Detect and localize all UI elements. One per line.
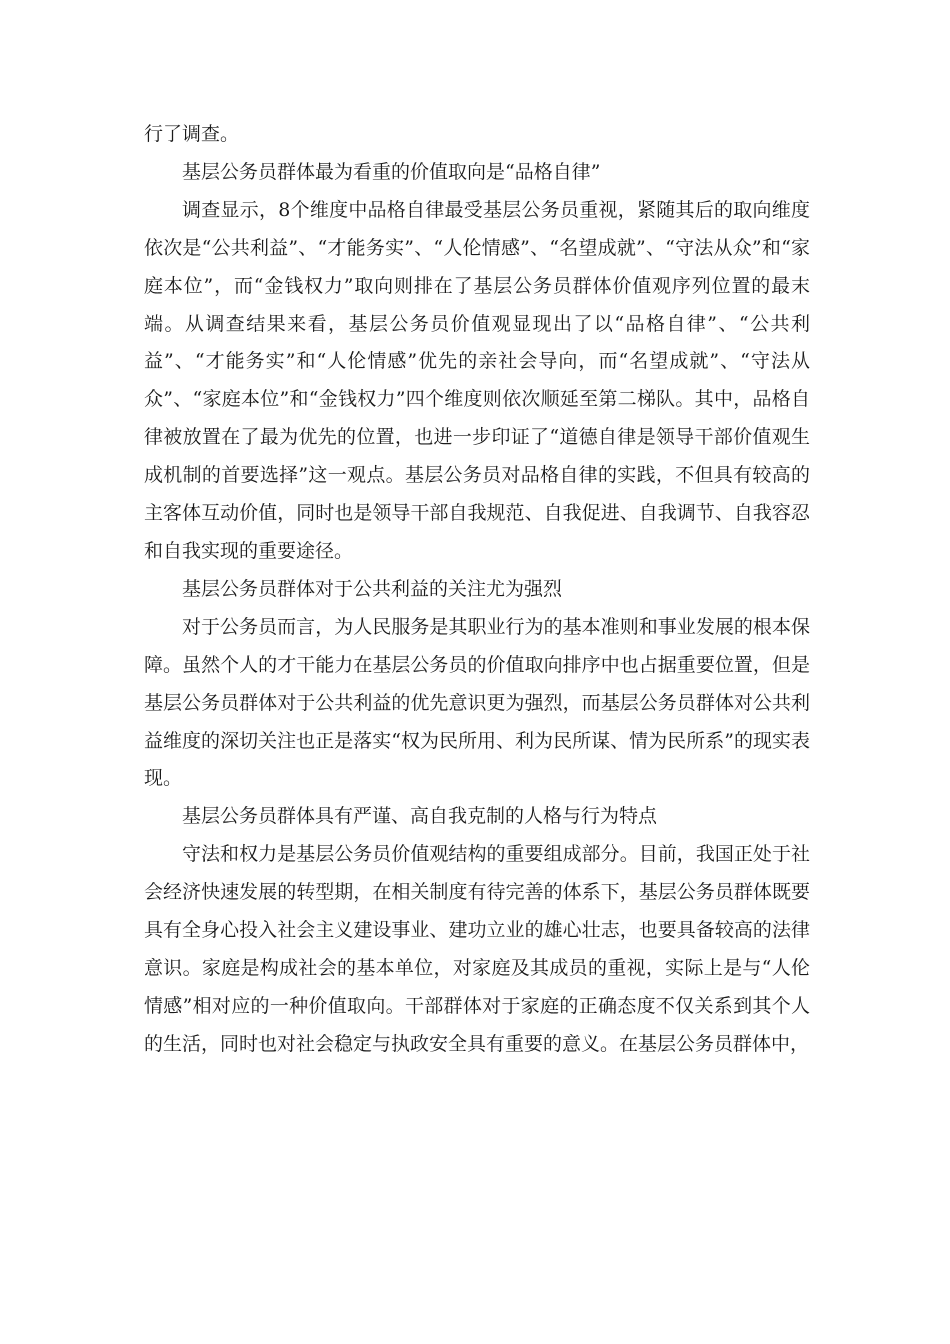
paragraph-survey-results: 调查显示，8个维度中品格自律最受基层公务员重视，紧随其后的取向维度依次是“公共利益”、“才能务实”、“人伦情感”、“名望成就”、“守法从众”和“家庭本位”，而“金钱权力”取向则排在了基层公务员群体价值观序列位置的最末端。从调查结果来看，基层公务员价值观显现出了以“品格自律”、“公共利益”、“才能务实”和“人伦情感”优先的亲社会导向，而“名望成就”、“守法从众”、“家庭本位”和“金钱权力”四个维度则依次顺延至第二梯队。其中，品格自律被放置在了最为优先的位置，也进一步印证了“道德自律是领导干部价值观生成机制的首要选择”这一观点。基层公务员对品格自律的实践，不但具有较高的主客体互动价值，同时也是领导干部自我规范、自我促进、自我调节、自我容忍和自我实现的重要途径。	[144, 198, 810, 562]
section-heading-public-interest: 基层公务员群体对于公共利益的关注尤为强烈	[182, 577, 563, 600]
paragraph-law-and-family: 守法和权力是基层公务员价值观结构的重要组成部分。目前，我国正处于社会经济快速发展的转型期，在相关制度有待完善的体系下，基层公务员群体既要具有全身心投入社会主义建设事业、建功立业的雄心壮志，也要具备较高的法律意识。家庭是构成社会的基本单位，对家庭及其成员的重视，实际上是与“人伦情感”相对应的一种价值取向。干部群体对于家庭的正确态度不仅关系到其个人的生活，同时也对社会稳定与执政安全具有重要的意义。在基层公务员群体中，	[144, 843, 810, 1055]
section-heading-integrity: 基层公务员群体最为看重的价值取向是“品格自律”	[182, 160, 601, 183]
section-heading-self-restraint: 基层公务员群体具有严谨、高自我克制的人格与行为特点	[182, 805, 658, 828]
paragraph-continuation: 行了调查。	[144, 123, 240, 145]
paragraph-public-service: 对于公务员而言，为人民服务是其职业行为的基本准则和事业发展的根本保障。虽然个人的才干能力在基层公务员的价值取向排序中也占据重要位置，但是基层公务员群体对于公共利益的优先意识更为强烈，而基层公务员群体对公共利益维度的深切关注也正是落实“权为民所用、利为民所谋、情为民所系”的现实表现。	[144, 615, 810, 790]
